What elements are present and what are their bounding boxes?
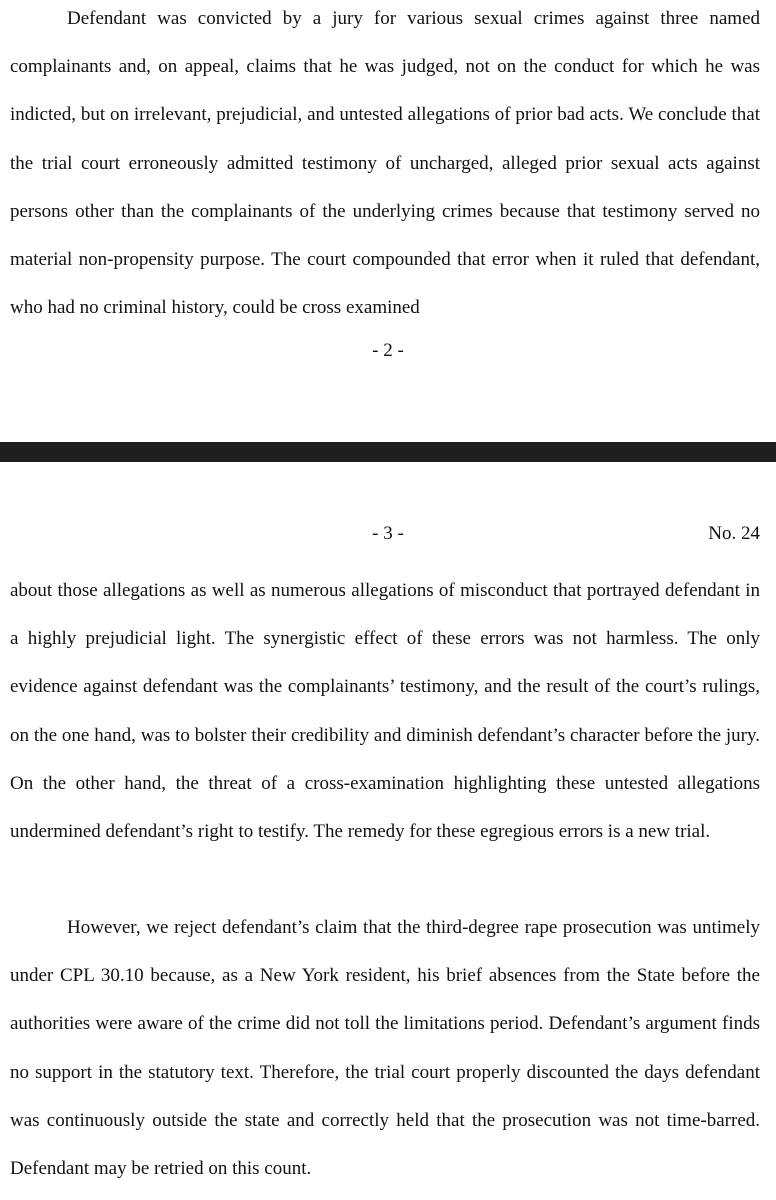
- case-number: No. 24: [708, 523, 760, 544]
- document-page-3: [0, 462, 776, 1200]
- page-divider: [0, 442, 776, 462]
- page-number: - 2 -: [372, 340, 404, 361]
- opinion-paragraph: Defendant was convicted by a jury for various sexual crimes against three named complainants and, on appeal, claims that he was judged, not on the conduct for which he was indicted, but on irrelevant, prejudicial, and untested allegations of prior bad acts. We conclude that the trial court erroneously admitted testimony of uncharged, alleged prior sexual acts against persons other than the complainants of the underlying crimes because that testimony served no material non-propensity purpose. The court compounded that error when it ruled that defendant, who had no criminal history, could be cross examined: [10, 8, 760, 319]
- opinion-paragraph: However, we reject defendant’s claim that the third-degree rape prosecution was untimely under CPL 30.10 because, as a New York resident, his brief absences from the State before the authorities were aware of the crime did not toll the limitations period. Defendant’s argument finds no support in the statutory text. Therefore, the trial court properly discounted the days defendant was continuously outside the state and correctly held that the prosecution was not time-barred. Defendant may be retried on this count.: [10, 917, 760, 1180]
- page-number: - 3 -: [372, 523, 404, 544]
- document-page-2: [0, 0, 776, 442]
- opinion-paragraph: about those allegations as well as numerous allegations of misconduct that portrayed defendant in a highly prejudicial light. The synergistic effect of these errors was not harmless. The only evidence against defendant was the complainants’ testimony, and the result of the court’s rulings, on the one hand, was to bolster their credibility and diminish defendant’s character before the jury. On the other hand, the threat of a cross-examination highlighting these untested allegations undermined defendant’s right to testify. The remedy for these egregious errors is a new trial.: [10, 580, 760, 843]
